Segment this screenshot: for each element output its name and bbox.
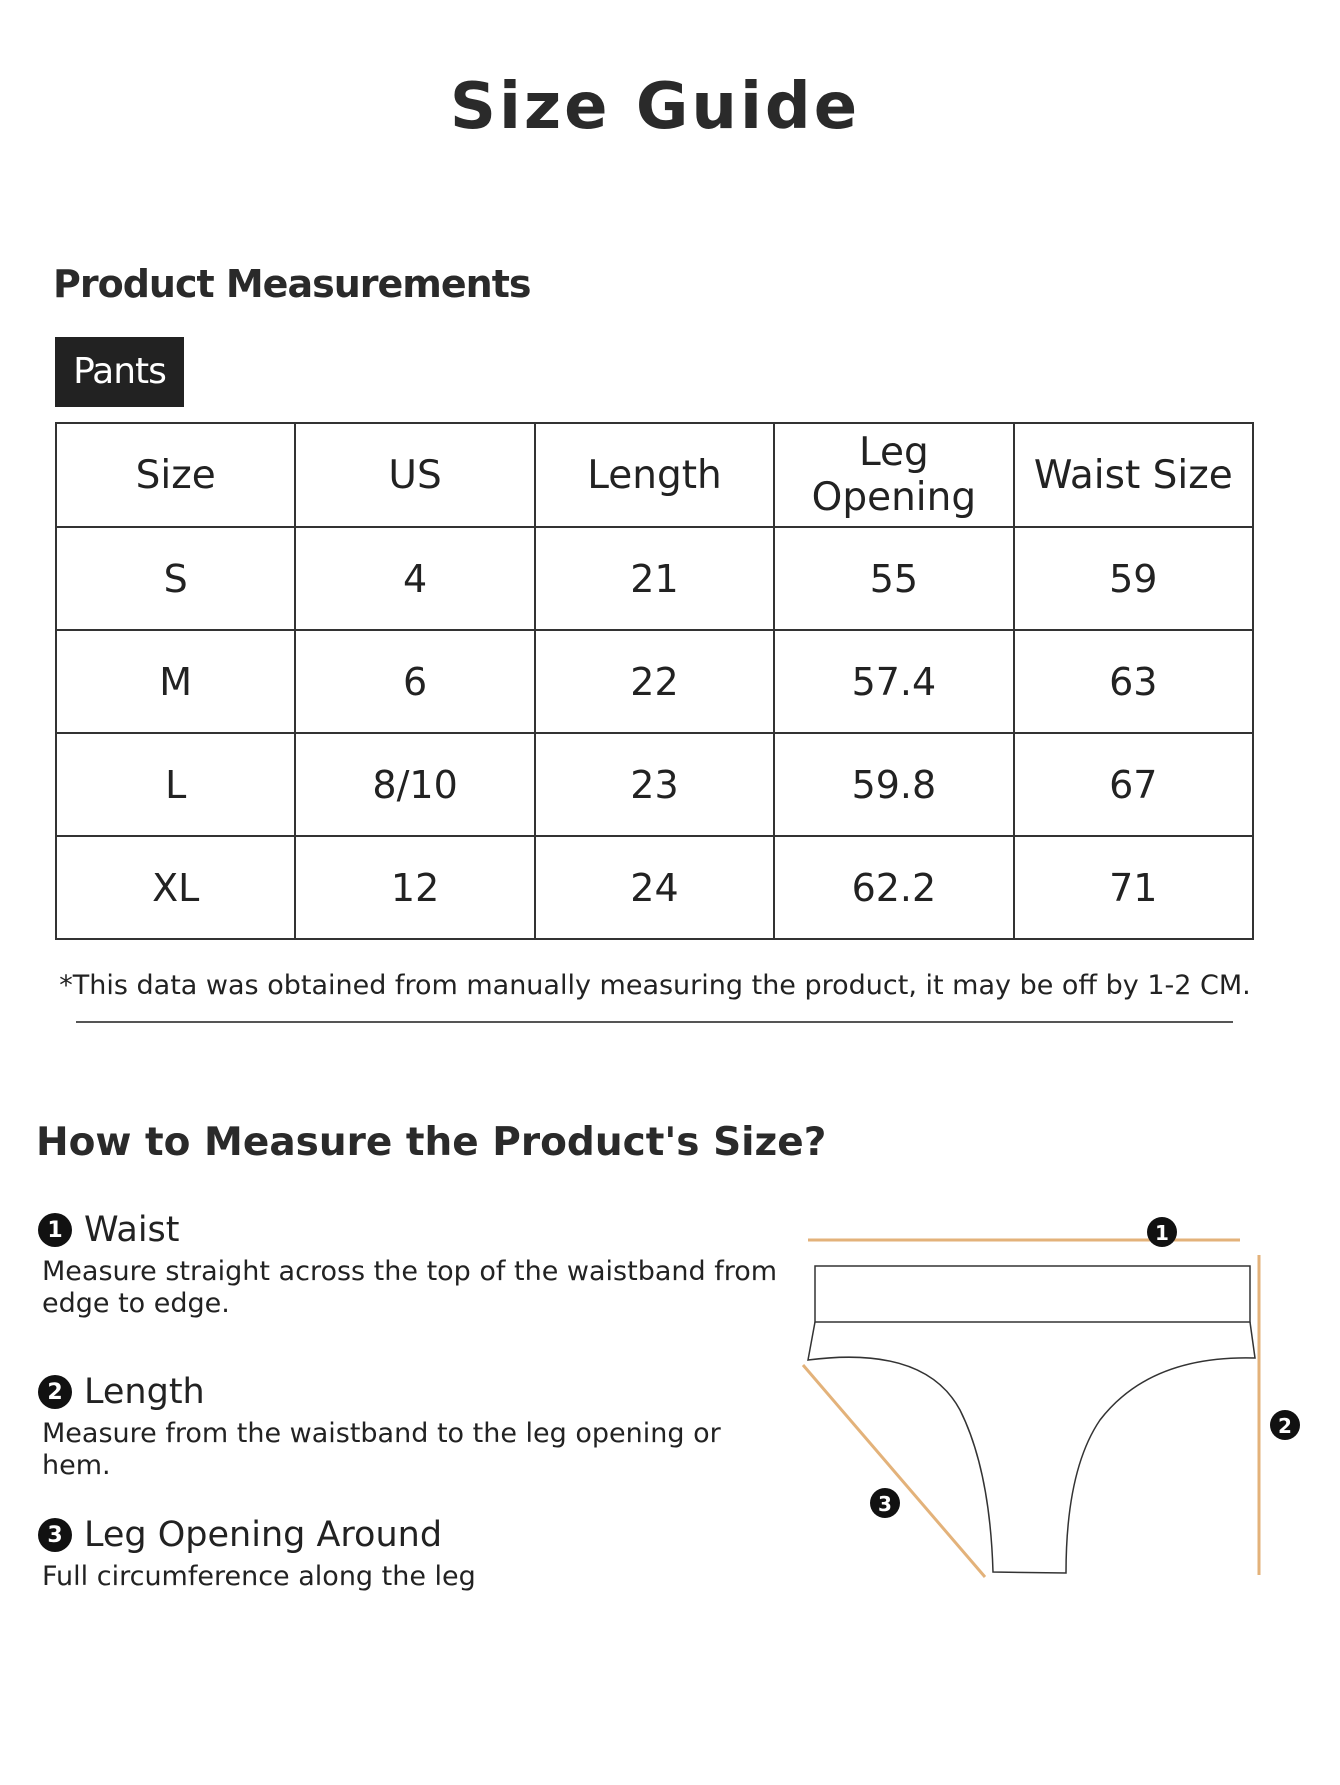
category-tag: Pants — [55, 337, 184, 407]
table-cell: 6 — [295, 630, 534, 733]
table-cell: 8/10 — [295, 733, 534, 836]
section-title: Product Measurements — [53, 262, 531, 306]
measurement-note: *This data was obtained from manually measuring the product, it may be off by 1-2 CM. — [59, 970, 1251, 1001]
size-table — [55, 422, 1254, 940]
header-leg-opening: Leg Opening — [774, 423, 1013, 527]
header-size: Size — [56, 423, 295, 527]
number-two-icon: 2 — [38, 1375, 72, 1409]
measure-item-desc: Measure straight across the top of the waistband from edge to edge. — [42, 1256, 778, 1319]
header-us: US — [295, 423, 534, 527]
table-cell: 21 — [535, 527, 774, 630]
pants-measurement-diagram — [790, 1195, 1310, 1595]
table-row — [56, 527, 1253, 630]
table-cell: 59 — [1014, 527, 1253, 630]
table-cell: 24 — [535, 836, 774, 939]
table-cell: 12 — [295, 836, 534, 939]
measure-item-name: Waist — [84, 1210, 180, 1250]
table-cell: 22 — [535, 630, 774, 733]
table-cell: L — [56, 733, 295, 836]
number-one-icon: 1 — [38, 1213, 72, 1247]
table-cell: M — [56, 630, 295, 733]
marker-one-label: 1 — [1155, 1221, 1169, 1245]
leg-measure-line — [803, 1365, 985, 1577]
waistband-outline — [815, 1266, 1250, 1322]
table-cell: 67 — [1014, 733, 1253, 836]
measure-item-desc: Full circumference along the leg — [42, 1561, 476, 1592]
how-to-title: How to Measure the Product's Size? — [36, 1120, 827, 1165]
table-cell: 59.8 — [774, 733, 1013, 836]
header-length: Length — [535, 423, 774, 527]
measure-item-length — [38, 1372, 782, 1482]
table-row — [56, 836, 1253, 939]
table-cell: 71 — [1014, 836, 1253, 939]
table-cell: 55 — [774, 527, 1013, 630]
header-waist-size: Waist Size — [1014, 423, 1253, 527]
marker-three-label: 3 — [878, 1492, 892, 1516]
table-cell: XL — [56, 836, 295, 939]
table-row — [56, 630, 1253, 733]
table-cell: 4 — [295, 527, 534, 630]
table-cell: 23 — [535, 733, 774, 836]
marker-two-label: 2 — [1278, 1414, 1292, 1438]
measure-item-waist — [38, 1210, 782, 1320]
divider — [76, 1021, 1233, 1023]
table-cell: 57.4 — [774, 630, 1013, 733]
table-cell: 62.2 — [774, 836, 1013, 939]
measure-item-leg-opening — [38, 1515, 782, 1593]
measure-item-desc: Measure from the waistband to the leg opening or hem. — [42, 1418, 721, 1481]
table-header-row — [56, 423, 1253, 527]
table-cell: 63 — [1014, 630, 1253, 733]
table-row — [56, 733, 1253, 836]
measure-item-name: Length — [84, 1372, 205, 1412]
table-cell: S — [56, 527, 295, 630]
measure-item-name: Leg Opening Around — [84, 1515, 443, 1555]
page-title: Size Guide — [449, 70, 861, 144]
number-three-icon: 3 — [38, 1518, 72, 1552]
